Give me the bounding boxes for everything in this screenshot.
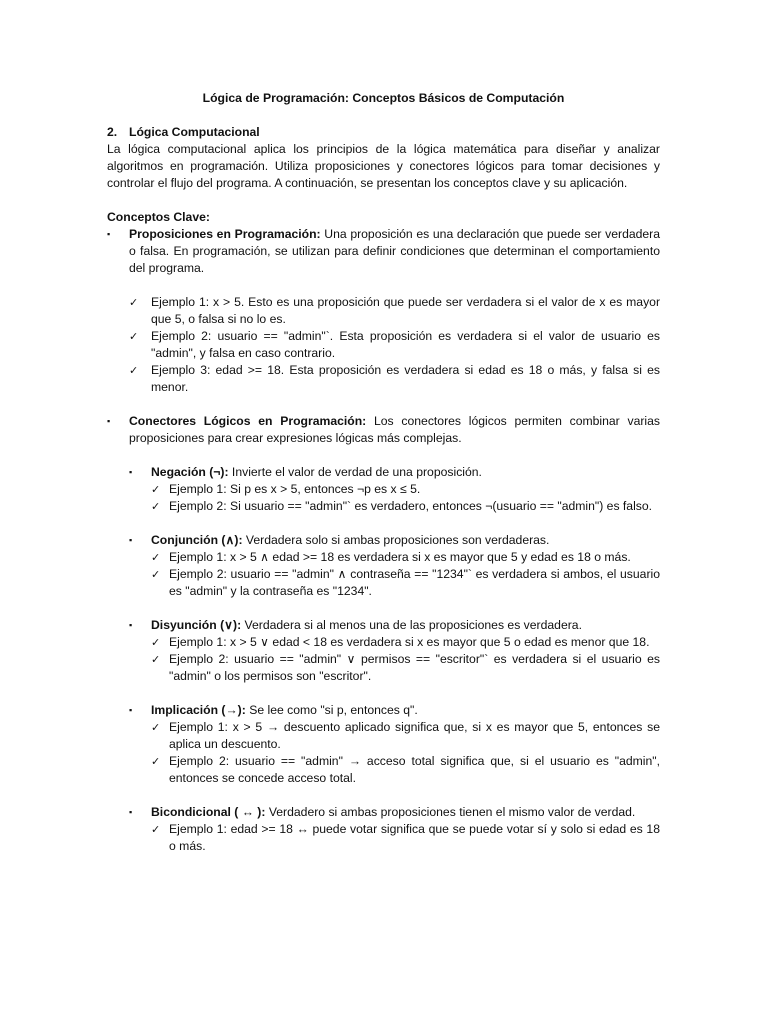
connector-term: Implicación (→): <box>151 703 246 717</box>
bullet-connectors-text <box>129 413 660 447</box>
spacer <box>107 277 660 294</box>
square-bullet-icon: ▪ <box>129 807 133 817</box>
spacer <box>107 447 660 464</box>
bullet-term: Conectores Lógicos en Programación: <box>129 414 367 428</box>
propositions-examples <box>129 294 660 396</box>
connector-heading-row <box>129 464 660 481</box>
connector-disjunction <box>129 617 660 685</box>
connector-biconditional <box>129 804 660 855</box>
list-item <box>151 566 660 600</box>
bullet-description: Los conectores lógicos permiten combinar varias proposiciones para crear expresiones lógicas más complejas. <box>129 414 660 445</box>
section-heading-text: Lógica Computacional <box>129 125 260 139</box>
square-bullet-icon: ▪ <box>129 467 133 477</box>
square-bullet-icon: ▪ <box>129 535 133 545</box>
square-bullet-icon: ▪ <box>129 705 133 715</box>
list-item <box>129 362 660 396</box>
spacer <box>107 787 660 804</box>
connector-description: Invierte el valor de verdad de una proposición. <box>228 465 482 479</box>
list-item <box>151 498 660 515</box>
bullet-term: Proposiciones en Programación: <box>129 227 321 241</box>
checkmark-icon: ✓ <box>151 483 161 496</box>
list-item <box>151 651 660 685</box>
connector-heading-row <box>129 617 660 634</box>
square-bullet-icon: ▪ <box>107 229 111 239</box>
square-bullet-icon: ▪ <box>129 620 133 630</box>
connector-examples <box>151 481 660 515</box>
spacer <box>107 396 660 413</box>
list-item <box>129 294 660 328</box>
connector-description: Verdadera si al menos una de las proposiciones es verdadera. <box>241 618 582 632</box>
example-text: Ejemplo 2: usuario == "admin" ∨ permisos == "escritor"` es verdadera si el usuario es "admin" o los permisos son "escritor". <box>169 652 660 683</box>
example-text: Ejemplo 3: edad >= 18. Esta proposición es verdadera si edad es 18 o más, y falsa si es menor. <box>151 363 660 394</box>
example-text: Ejemplo 2: usuario == "admin"`. Esta proposición es verdadera si el valor de usuario es "admin", y falsa en caso contrario. <box>151 329 660 360</box>
spacer <box>107 685 660 702</box>
connector-heading <box>151 464 660 481</box>
checkmark-icon: ✓ <box>151 755 161 768</box>
bullet-description: Una proposición es una declaración que puede ser verdadera o falsa. En programación, se utilizan para definir condiciones que determinan el comportamiento del programa. <box>129 227 661 275</box>
connector-heading <box>151 804 660 821</box>
checkmark-icon: ✓ <box>151 636 161 649</box>
checkmark-icon: ✓ <box>151 823 161 836</box>
connector-implication <box>129 702 660 787</box>
list-item <box>151 753 660 787</box>
bullet-propositions <box>107 226 660 277</box>
example-text: Ejemplo 1: x > 5 → descuento aplicado significa que, si x es mayor que 5, entonces se aplica un descuento. <box>169 720 660 751</box>
connector-examples <box>151 549 660 600</box>
list-item <box>129 328 660 362</box>
section-number: 2. <box>107 125 118 139</box>
example-text: Ejemplo 1: x > 5 ∨ edad < 18 es verdadera si x es mayor que 5 o edad es menor que 18. <box>169 635 650 649</box>
checkmark-icon: ✓ <box>151 500 161 513</box>
bullet-connectors <box>107 413 660 447</box>
spacer <box>107 192 660 209</box>
connector-heading <box>151 702 660 719</box>
connector-term: Bicondicional ( ↔ ): <box>151 805 266 819</box>
list-item <box>151 481 660 498</box>
connector-description: Verdadera solo si ambas proposiciones son verdaderas. <box>242 533 550 547</box>
checkmark-icon: ✓ <box>129 330 139 343</box>
list-item <box>151 549 660 566</box>
square-bullet-icon: ▪ <box>107 416 111 426</box>
checkmark-icon: ✓ <box>151 568 161 581</box>
connector-heading-row <box>129 804 660 821</box>
concepts-heading: Conceptos Clave: <box>107 210 210 224</box>
connector-conjunction <box>129 532 660 600</box>
connector-examples <box>151 719 660 787</box>
checkmark-icon: ✓ <box>151 551 161 564</box>
checkmark-icon: ✓ <box>151 653 161 666</box>
connector-heading <box>151 532 660 549</box>
checkmark-icon: ✓ <box>151 721 161 734</box>
checkmark-icon: ✓ <box>129 364 139 377</box>
connector-heading-row <box>129 532 660 549</box>
example-text: Ejemplo 1: x > 5 ∧ edad >= 18 es verdadera si x es mayor que 5 y edad es 18 o más. <box>169 550 631 564</box>
connector-term: Negación (¬): <box>151 465 229 479</box>
example-text: Ejemplo 2: usuario == "admin" ∧ contraseña == "1234"` es verdadera si ambos, el usuario es "admin" y la contraseña es "1234". <box>169 567 660 598</box>
connector-negation <box>129 464 660 515</box>
connector-heading <box>151 617 660 634</box>
connector-term: Conjunción (∧): <box>151 533 243 547</box>
spacer <box>107 515 660 532</box>
list-item <box>151 719 660 753</box>
document-title: Lógica de Programación: Conceptos Básicos de Computación <box>202 91 565 105</box>
connector-term: Disyunción (∨): <box>151 618 242 632</box>
example-text: Ejemplo 1: x > 5. Esto es una proposición que puede ser verdadera si el valor de x es mayor que 5, o falsa si no lo es. <box>151 295 660 326</box>
connector-examples <box>151 634 660 685</box>
connector-examples <box>151 821 660 855</box>
connector-heading-row <box>129 702 660 719</box>
connector-description: Verdadero si ambas proposiciones tienen el mismo valor de verdad. <box>265 805 636 819</box>
section-heading <box>107 124 660 141</box>
spacer <box>107 600 660 617</box>
example-text: Ejemplo 1: edad >= 18 ↔ puede votar significa que se puede votar sí y solo si edad es 18 o más. <box>169 822 660 853</box>
bullet-propositions-text <box>129 226 660 277</box>
section-intro: La lógica computacional aplica los principios de la lógica matemática para diseñar y analizar algoritmos en programación. Utiliza proposiciones y conectores lógicos para tomar decisiones y controlar el flujo del programa. A continuación, se presentan los conceptos clave y su aplicación. <box>107 142 660 190</box>
checkmark-icon: ✓ <box>129 296 139 309</box>
list-item <box>151 821 660 855</box>
example-text: Ejemplo 2: Si usuario == "admin"` es verdadero, entonces ¬(usuario == "admin") es falso. <box>169 499 653 513</box>
list-item <box>151 634 660 651</box>
connector-description: Se lee como "si p, entonces q". <box>245 703 418 717</box>
example-text: Ejemplo 2: usuario == "admin" → acceso total significa que, si el usuario es "admin", entonces se concede acceso total. <box>169 754 660 785</box>
example-text: Ejemplo 1: Si p es x > 5, entonces ¬p es x ≤ 5. <box>169 482 421 496</box>
